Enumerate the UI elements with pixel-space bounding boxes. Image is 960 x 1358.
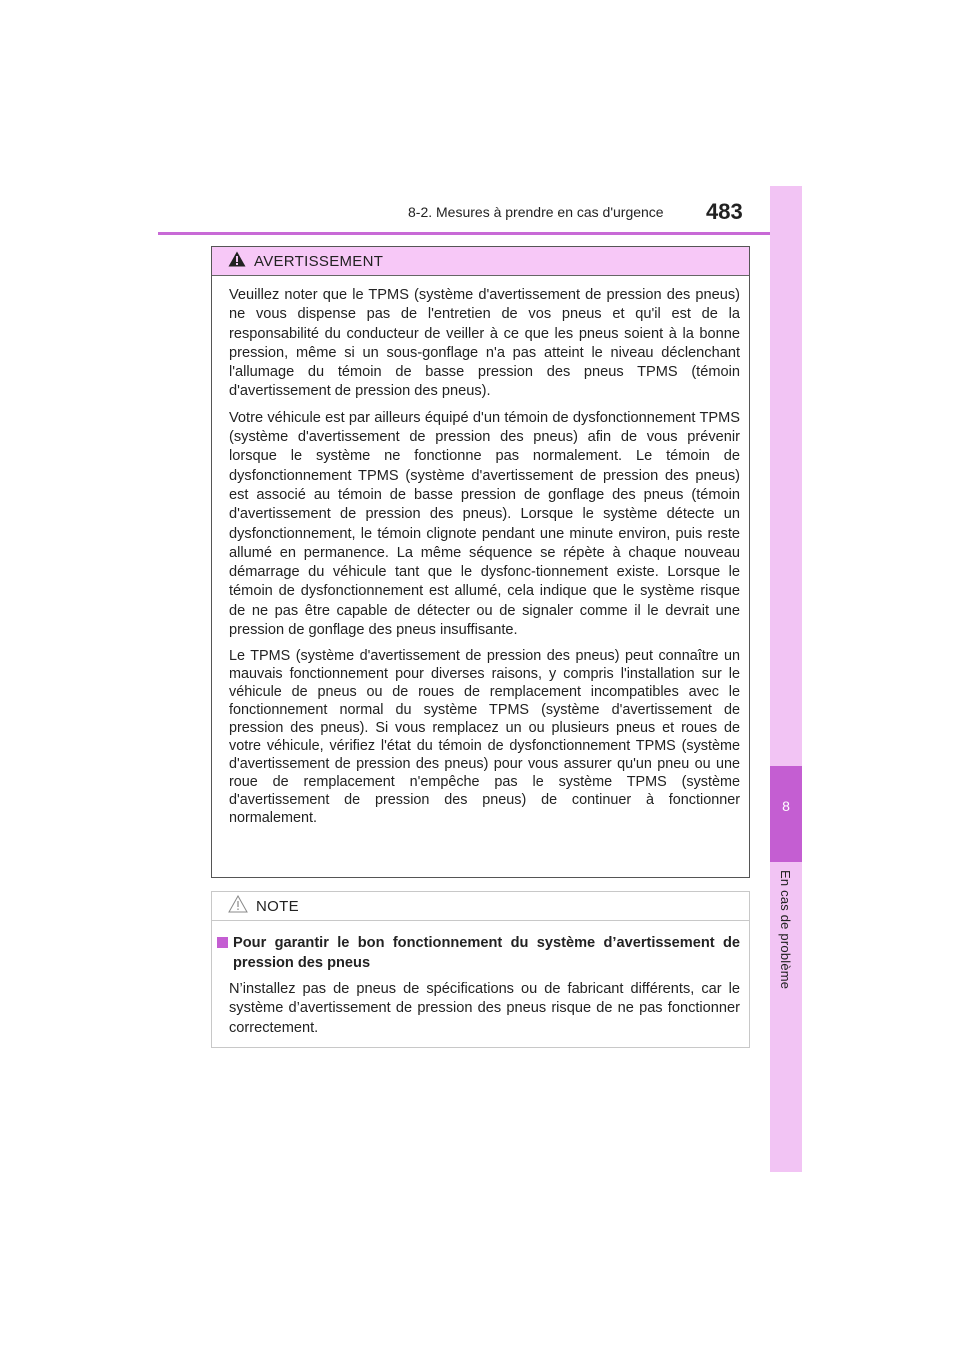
- warning-body: [212, 276, 749, 827]
- warning-title: AVERTISSEMENT: [254, 252, 384, 270]
- warning-triangle-icon: [228, 251, 246, 272]
- chapter-side-tab: [770, 186, 802, 1172]
- page-number: 483: [706, 199, 743, 224]
- note-title: NOTE: [256, 897, 299, 915]
- chapter-tab-active-marker: [770, 766, 802, 862]
- warning-paragraph: Votre véhicule est par ailleurs équipé d'un témoin de dysfonctionnement TPMS (système d'avertissement de pression des pneus) afin de vous prévenir lorsque le système ne fonctionne pas normalement. Le témoin de dysfonctionnement TPMS (système d'avertissement de pression des pneus) est associé au témoin de basse pression de gonflage des pneus (témoin d'avertissement de pression des pneus). Lorsque le système détecte un dysfonctionnement, le témoin clignote pendant une minute environ, puis reste allumé en permanence. La même séquence se répète à chaque nouveau démarrage du véhicule tant que le dysfonc-tionnement existe. Lorsque le témoin de dysfonctionnement est allumé, cela indique que le système risque de ne pas être capable de détecter ou de signaler comme il le devrait une pression de gonflage des pneus insuffisante.: [229, 409, 740, 639]
- note-box: [211, 891, 750, 1048]
- note-heading-text: Pour garantir le bon fonctionnement du système d’avertissement de pression des pneus: [233, 935, 740, 971]
- square-bullet-icon: [217, 937, 228, 948]
- note-body: [212, 921, 749, 1038]
- chapter-number: 8: [782, 798, 790, 814]
- warning-paragraph: Le TPMS (système d'avertissement de pression des pneus) peut connaître un mauvais fonctionnement pour diverses raisons, y compris l'installation sur le véhicule de pneus ou de roues de remplacement incompatibles avec le fonctionnement normal du système TPMS (système d'avertissement de pression des pneus). Si vous remplacez un ou plusieurs pneus et roues de votre véhicule, vérifiez l'état du témoin de dysfonctionnement TPMS (système d'avertissement de pression des pneus) pour vous assurer qu'un pneu ou une roue de remplacement n'empêche pas le système TPMS (système d'avertissement de pression des pneus) de continuer à fonctionner normalement.: [229, 648, 740, 827]
- note-text: N’installez pas de pneus de spécifications ou de fabricant différents, car le système d’avertissement de pression des pneus risque de ne pas fonctionner correctement.: [229, 981, 740, 1036]
- note-heading: [217, 933, 740, 973]
- warning-box: [211, 246, 750, 878]
- note-header: [212, 892, 749, 921]
- warning-header: [212, 247, 749, 276]
- chapter-label: En cas de problème: [778, 870, 793, 990]
- section-title: 8-2. Mesures à prendre en cas d'urgence: [408, 204, 664, 220]
- header-divider: [158, 232, 801, 235]
- warning-paragraph: Veuillez noter que le TPMS (système d'avertissement de pression des pneus) ne vous dispense pas de l'entretien de vos pneus et qu'il est de la responsabilité du conducteur de veiller à ce que les pneus soient à la bonne pression, même si un sous-gonflage n'a pas atteint le niveau déclenchant l'allumage du témoin de basse pression des pneus TPMS (témoin d'avertissement de pression des pneus).: [229, 287, 740, 400]
- caution-triangle-outline-icon: [228, 895, 248, 918]
